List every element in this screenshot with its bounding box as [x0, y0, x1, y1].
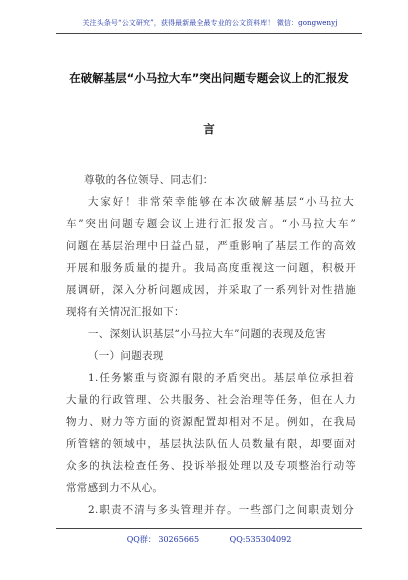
document-title-line-1: 在破解基层“小马拉大车”突出问题专题会议上的汇报发 — [69, 71, 349, 85]
paragraph-line: 开展和服务质量的提升。我局高度重视这一问题，积极开 — [66, 262, 356, 274]
subsection-heading: （一）问题表现 — [88, 350, 164, 362]
footer — [56, 534, 362, 545]
document-title-line-2: 言 — [203, 122, 215, 136]
header-banner: 关注头条号“公文研究”，获得最新最全最专业的公文资料库！ 微信：gongwenyj — [82, 19, 338, 27]
paragraph-line: 2.职责不清与多头管理并存。一些部门之间职责划分 — [88, 504, 354, 516]
paragraph-line: 大家好！非常荣幸能够在本次破解基层“小马拉大 — [88, 196, 354, 208]
footer-divider — [56, 528, 362, 529]
paragraph-line: 1.任务繁重与资源有限的矛盾突出。基层单位承担着 — [88, 372, 354, 384]
section-heading: 一、深刻认识基层“小马拉大车”问题的表现及危害 — [88, 328, 327, 340]
paragraph-line: 所管辖的领域中，基层执法队伍人员数量有限，却要面对 — [66, 438, 356, 450]
paragraph-line: 众多的执法检查任务、投诉举报处理以及专项整治行动等 — [66, 460, 356, 472]
paragraph-line: 物力、财力等方面的资源配置却相对不足。例如，在我局 — [66, 416, 356, 428]
header-divider — [56, 33, 362, 34]
paragraph-line: 展调研，深入分析问题成因，并采取了一系列针对性措施 — [66, 284, 356, 296]
paragraph-line: 问题在基层治理中日益凸显，严重影响了基层工作的高效 — [66, 240, 356, 252]
paragraph-line: 车”突出问题专题会议上进行汇报发言。“小马拉大车” — [66, 218, 356, 230]
paragraph-line: 常常感到力不从心。 — [66, 482, 164, 494]
footer-qq-contact: QQ:535304092 — [229, 535, 292, 544]
paragraph-line: 大量的行政管理、公共服务、社会治理等任务，但在人力 — [66, 394, 356, 406]
footer-qq-group: QQ群： 30265665 — [126, 535, 200, 544]
salutation: 尊敬的各位领导、同志们： — [84, 174, 214, 186]
paragraph-line: 现将有关情况汇报如下： — [66, 306, 185, 318]
